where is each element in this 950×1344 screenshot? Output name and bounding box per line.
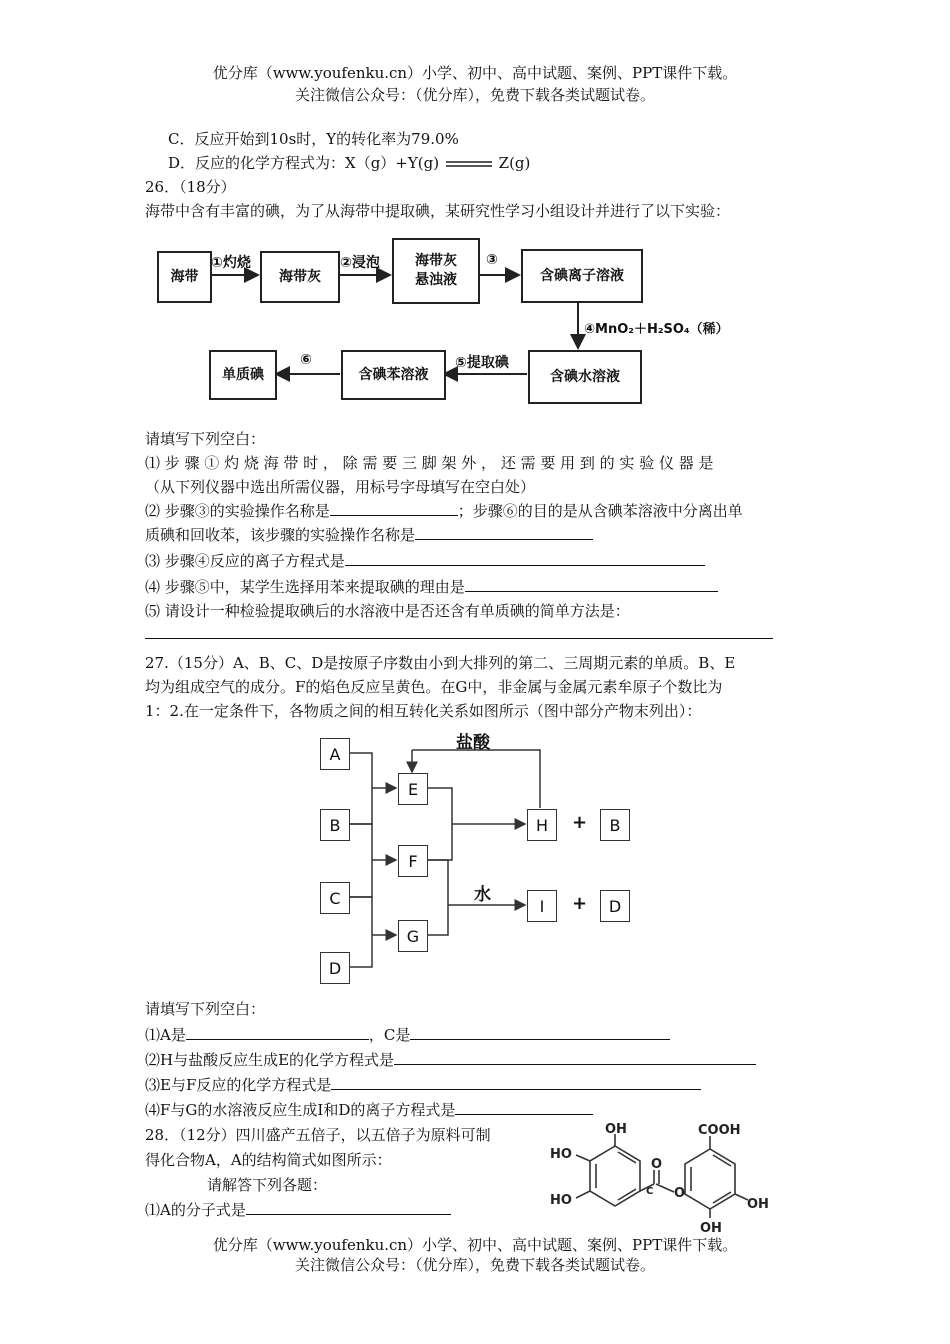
q27-q3 (145, 1074, 701, 1095)
q27-q1 (145, 1024, 670, 1045)
flow-label-step1: ①灼烧 (211, 255, 251, 271)
footer-line-1: 优分库（www.youfenku.cn）小学、初中、高中试题、案例、PPT课件下载。 (212, 1236, 738, 1254)
q27-box-d2: D (600, 890, 630, 922)
q28-line3: 请解答下列各题： (207, 1176, 328, 1194)
struct-o-carbonyl: O (651, 1157, 663, 1172)
struct-oh-top: OH (605, 1122, 627, 1137)
q27-q1-a: ⑴A是 (145, 1026, 186, 1044)
q28-q1-text: ⑴A的分子式是 (145, 1201, 246, 1219)
q27-label-water: 水 (474, 885, 491, 905)
flow-box-xuanzhuo-line2: 悬浊液 (415, 272, 457, 288)
flow-box-danzhi: 单质碘 (209, 350, 277, 400)
q26-q4-text: ⑷ 步骤⑤中，某学生选择用苯来提取碘的理由是 (145, 578, 465, 596)
flow-label-step4: ④MnO₂＋H₂SO₄（稀） (584, 322, 729, 337)
q28-line1: 28．（12分）四川盛产五倍子，以五倍子为原料可制 (145, 1126, 491, 1144)
q26-q5: ⑸ 请设计一种检验提取碘后的水溶液中是否还含有单质碘的简单方法是： (145, 602, 630, 620)
header-line-2: 关注微信公众号：（优分库），免费下载各类试题试卷。 (294, 86, 655, 104)
struct-o-ester: O (674, 1186, 686, 1201)
flow-box-haidai: 海带 (157, 251, 212, 303)
q28-structure-diagram (540, 1118, 780, 1240)
q26-q2-a: ⑵ 步骤③的实验操作名称是 (145, 502, 330, 520)
flow-box-haidaihui: 海带灰 (260, 251, 340, 303)
struct-oh-right: OH (747, 1197, 769, 1212)
q27-line1: 27.（15分）A、B、C、D是按原子序数由小到大排列的第二、三周期元素的单质。B、E (145, 654, 736, 672)
q27-q4 (145, 1099, 593, 1120)
benzene-ring-right (685, 1149, 735, 1209)
struct-ho-bottom: HO (550, 1193, 572, 1208)
q28-line2: 得化合物A，A的结构简式如图所示： (145, 1151, 392, 1169)
q27-q2-text: ⑵H与盐酸反应生成E的化学方程式是 (145, 1051, 395, 1069)
struct-c-label: C (646, 1186, 654, 1197)
q26-number: 26．（18分） (145, 178, 236, 196)
struct-cooh: COOH (698, 1123, 741, 1138)
q27-q4-text: ⑷F与G的水溶液反应生成I和D的离子方程式是 (145, 1101, 456, 1119)
flow-box-shui: 含碘水溶液 (528, 350, 642, 404)
q27-box-a: A (320, 738, 350, 770)
q27-line3: 1：2.在一定条件下，各物质之间的相互转化关系如图所示（图中部分产物末列出）： (145, 702, 702, 720)
flow-box-ben: 含碘苯溶液 (341, 350, 446, 400)
q27-q3-text: ⑶E与F反应的化学方程式是 (145, 1076, 332, 1094)
q27-q1-b: ，C是 (368, 1026, 411, 1044)
flow-label-step6: ⑥ (300, 352, 312, 368)
q26-q2-c: 质碘和回收苯，该步骤的实验操作名称是 (145, 526, 416, 544)
q26-q2-b: ；步骤⑥的目的是从含碘苯溶液中分离出单 (457, 502, 743, 520)
q27-fill-prompt: 请填写下列空白： (145, 1000, 266, 1018)
q27-plus-2: + (572, 893, 588, 914)
q27-label-hcl: 盐酸 (456, 733, 490, 753)
flow-label-step2: ②浸泡 (340, 255, 380, 271)
q26-fill-prompt: 请填写下列空白： (145, 430, 266, 448)
q27-box-b: B (320, 809, 350, 841)
flow-box-lizi: 含碘离子溶液 (521, 249, 643, 303)
q26-intro: 海带中含有丰富的碘，为了从海带中提取碘，某研究性学习小组设计并进行了以下实验： (145, 202, 731, 220)
q26-q1-cont: （从下列仪器中选出所需仪器，用标号字母填写在空白处） (145, 478, 536, 496)
benzene-ring-left (590, 1146, 640, 1206)
q27-q3-blank[interactable] (331, 1075, 701, 1090)
q26-q1: ⑴ 步 骤 ① 灼 烧 海 带 时 ， 除 需 要 三 脚 架 外 ， 还 需 要 用 到 的 实 验 仪 器 是 (145, 454, 714, 472)
q26-q3-text: ⑶ 步骤④反应的离子方程式是 (145, 552, 345, 570)
footer-line-2: 关注微信公众号：（优分库），免费下载各类试题试卷。 (294, 1256, 655, 1274)
q27-q2-blank[interactable] (394, 1050, 756, 1065)
q27-box-c: C (320, 882, 350, 914)
q27-q1-blank-a[interactable] (186, 1025, 369, 1040)
q27-box-f: F (398, 845, 428, 877)
q27-line2: 均为组成空气的成分。F的焰色反应呈黄色。在G中，非金属与金属元素牟原子个数比为 (145, 678, 723, 696)
q28-q1 (145, 1199, 451, 1220)
q27-q1-blank-c[interactable] (410, 1025, 670, 1040)
q27-box-i: I (527, 890, 557, 922)
q27-box-g: G (398, 920, 428, 952)
flow-box-xuanzhuo-line1: 海带灰 (415, 253, 457, 270)
q25-option-d-prefix: D．反应的化学方程式为：X（g）+Y(g) (168, 154, 440, 172)
flow-label-step5: ⑤提取碘 (455, 355, 509, 371)
q27-box-b2: B (600, 809, 630, 841)
q28-q1-blank[interactable] (246, 1200, 451, 1215)
q27-box-d: D (320, 952, 350, 984)
q25-option-c: C．反应开始到10s时，Y的转化率为79.0% (168, 130, 459, 148)
struct-oh-bottom: OH (700, 1221, 722, 1236)
q27-q4-blank[interactable] (455, 1100, 593, 1115)
q27-box-e: E (398, 773, 428, 805)
q27-q2 (145, 1049, 756, 1070)
header-line-1: 优分库（www.youfenku.cn）小学、初中、高中试题、案例、PPT课件下载。 (212, 64, 738, 82)
q27-box-h: H (527, 809, 557, 841)
q25-option-d-suffix: Z(g) (498, 154, 531, 172)
flow-label-step3: ③ (486, 252, 498, 268)
struct-ho-left: HO (550, 1147, 572, 1162)
q27-plus-1: + (572, 812, 588, 833)
